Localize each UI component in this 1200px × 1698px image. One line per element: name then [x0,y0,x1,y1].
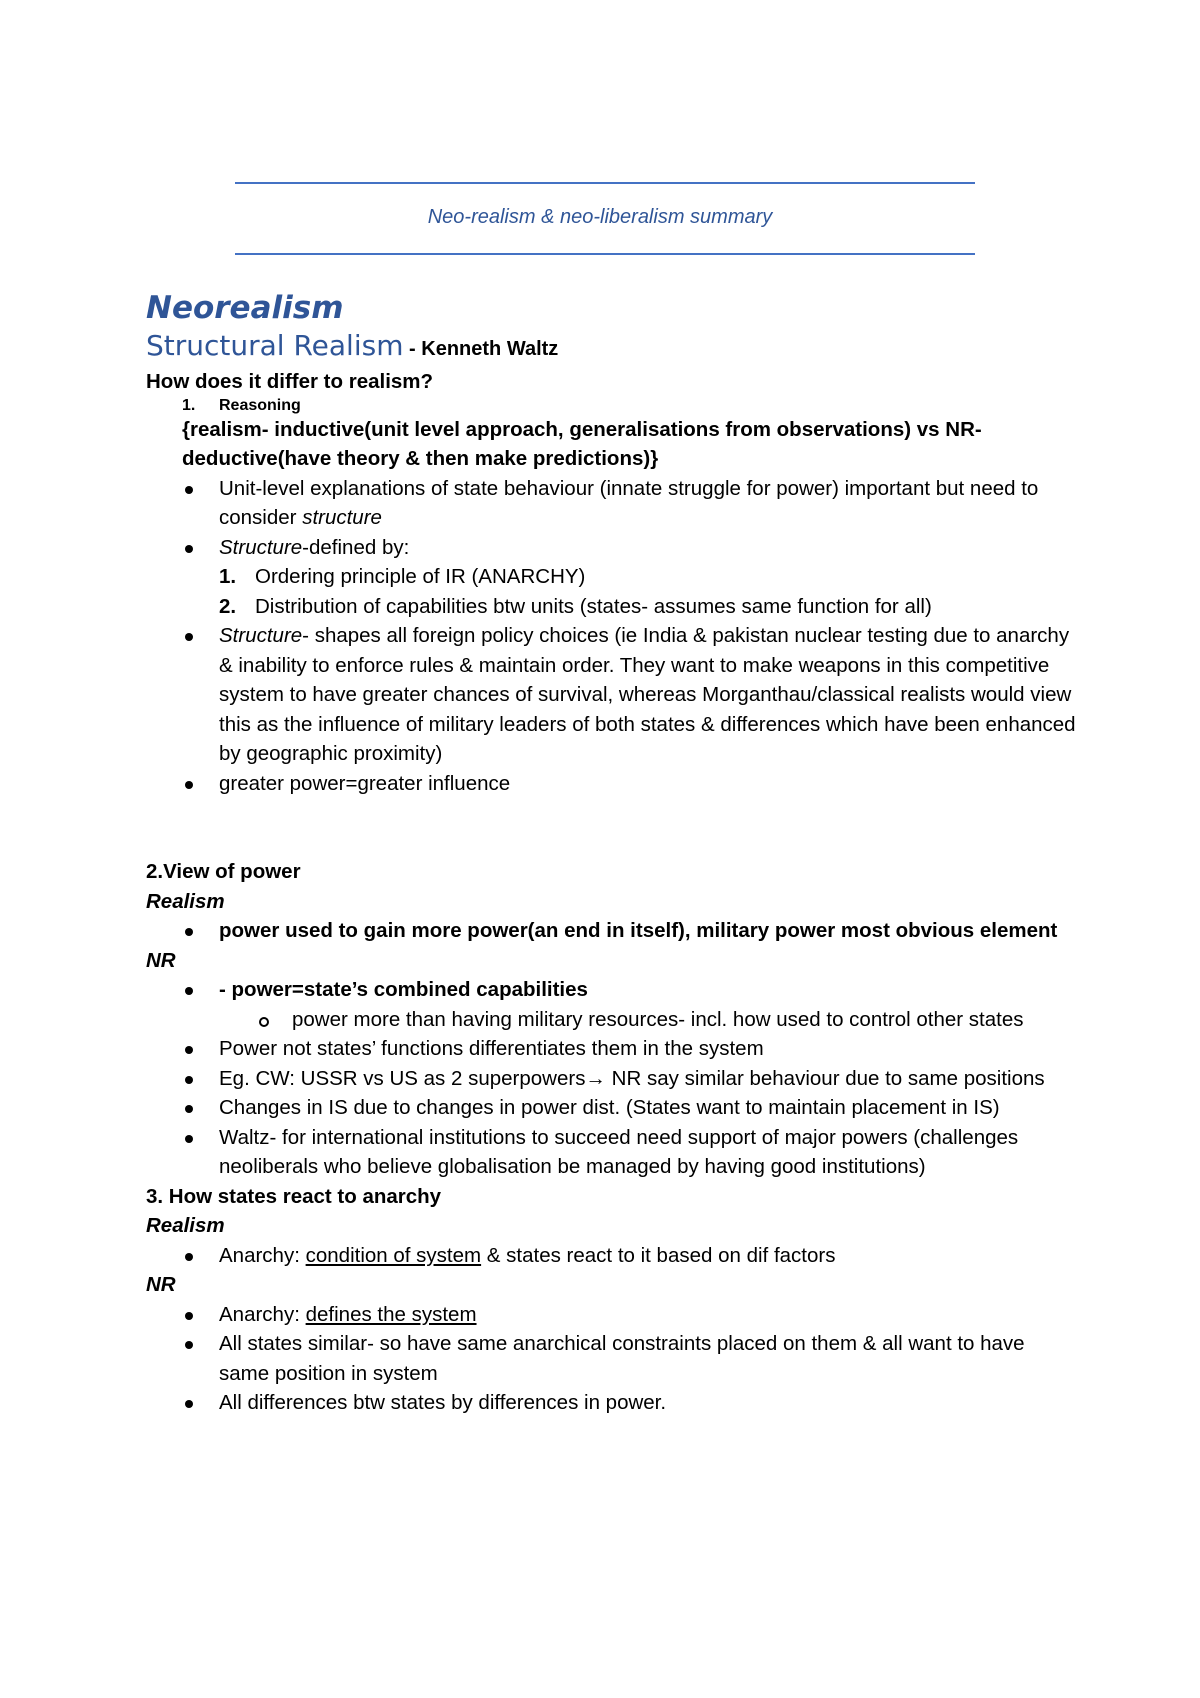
header-bottom-rule [235,253,975,255]
heading-sub: Structural Realism [146,329,404,362]
list-item [146,1093,1076,1123]
bullet-text: Anarchy: [219,1302,306,1326]
bullet-text: Changes in IS due to changes in power dist. (States want to maintain placement in IS) [219,1096,1000,1119]
bullet-icon [185,1076,193,1084]
underlined-text: defines the system [305,1302,477,1326]
list-item [146,1123,1076,1182]
underlined-text: condition of system [305,1243,482,1267]
bullet-text: greater power=greater influence [219,771,511,795]
list-number: 1. [182,396,196,414]
header-top-rule [235,182,975,184]
bullet-text: All states similar- so have same anarchical constraints placed on them & all want to have same position in system [219,1332,1025,1385]
list-item [146,1005,1076,1035]
list-item [146,533,1076,563]
list-item [146,1034,1076,1064]
heading-structural-realism [146,328,1076,367]
bullet-text: Waltz- for international institutions to succeed need support of major powers (challenges neoliberals who believe globalisation be managed by having good institutions) [219,1125,1019,1178]
bullet-text: Eg. CW: USSR vs US as 2 superpowers [219,1066,586,1090]
bullet-text: NR say similar behaviour due to same positions [605,1066,1045,1090]
heading-author: - Kenneth Waltz [403,338,559,360]
reasoning-bullet-list [146,474,1076,799]
question-differ-realism: How does it differ to realism? [146,370,434,393]
list-item [146,592,1076,622]
bullet-text: Ordering principle of IR (ANARCHY) [255,565,586,588]
reasoning-brace-text: {realism- inductive(unit level approach, generalisations from observations) vs NR-deductive(have theory & then make predictions)} [182,417,982,470]
reasoning-title: Reasoning [219,396,301,414]
nr-anarchy-list [146,1300,1076,1418]
document-body [146,288,1076,1418]
bullet-icon [185,1105,193,1113]
bullet-icon [185,545,193,553]
bullet-icon [185,928,193,936]
bullet-text: power used to gain more power(an end in itself), military power most obvious element [219,919,1058,942]
bullet-icon [185,1400,193,1408]
list-item [146,1329,1076,1388]
list-item [146,562,1076,592]
label-nr: NR [146,948,176,972]
nr-power-list [146,975,1076,1182]
list-item [146,916,1076,946]
bullet-emphasis: Structure [219,535,303,559]
list-item [146,1064,1076,1094]
bullet-icon [185,1253,193,1261]
label-realism: Realism [146,1214,225,1237]
bullet-icon [185,781,193,789]
list-item [146,621,1076,769]
list-item [146,474,1076,533]
section-heading-view-of-power: 2.View of power [146,860,301,883]
list-item-reasoning [146,397,1076,415]
bullet-emphasis: structure [302,506,382,529]
bullet-icon [185,486,193,494]
bullet-icon [185,633,193,641]
list-number: 1. [219,565,237,588]
bullet-text: -defined by: [302,535,410,559]
bullet-icon [185,987,193,995]
arrow-right-icon: → [585,1066,606,1090]
realism-anarchy-list [146,1241,1076,1271]
bullet-text: - power=state’s combined capabilities [219,978,588,1001]
list-item [146,1300,1076,1330]
bullet-text: Power not states’ functions differentiates them in the system [219,1037,764,1060]
bullet-text: Anarchy: [219,1243,306,1267]
bullet-text: All differences btw states by differences in power. [219,1391,667,1414]
section-heading-react-to-anarchy: 3. How states react to anarchy [146,1184,442,1208]
bullet-text: Unit-level explanations of state behaviour (innate struggle for power) important but need to consider [219,476,1039,529]
bullet-text: Distribution of capabilities btw units (states- assumes same function for all) [255,594,932,618]
circle-bullet-icon [259,1017,269,1027]
label-realism: Realism [146,889,225,913]
bullet-text: power more than having military resources- incl. how used to control other states [292,1007,1024,1031]
bullet-text: & states react to it based on dif factors [481,1243,836,1267]
bullet-text: - shapes all foreign policy choices (ie India & pakistan nuclear testing due to anarchy & inability to enforce rules & maintain order. They want to make weapons in this competitive system to have greater chances of survival, whereas Morganthau/classical realists would view this as the influence of military leaders of both states & differences which have been enhanced by geographic proximity) [219,624,1076,765]
heading-neorealism: Neorealism [146,290,344,326]
bullet-icon [185,1312,193,1320]
list-item [146,975,1076,1005]
list-item [146,769,1076,799]
spacer [146,798,1076,857]
list-item [146,1388,1076,1418]
bullet-icon [185,1135,193,1143]
document-header-title: Neo-realism & neo-liberalism summary [427,206,773,228]
bullet-icon [185,1341,193,1349]
list-item [146,1241,1076,1271]
realism-power-list [146,916,1076,946]
bullet-icon [185,1046,193,1054]
bullet-emphasis: Structure [219,624,303,647]
label-nr: NR [146,1273,176,1296]
list-number: 2. [219,594,237,618]
